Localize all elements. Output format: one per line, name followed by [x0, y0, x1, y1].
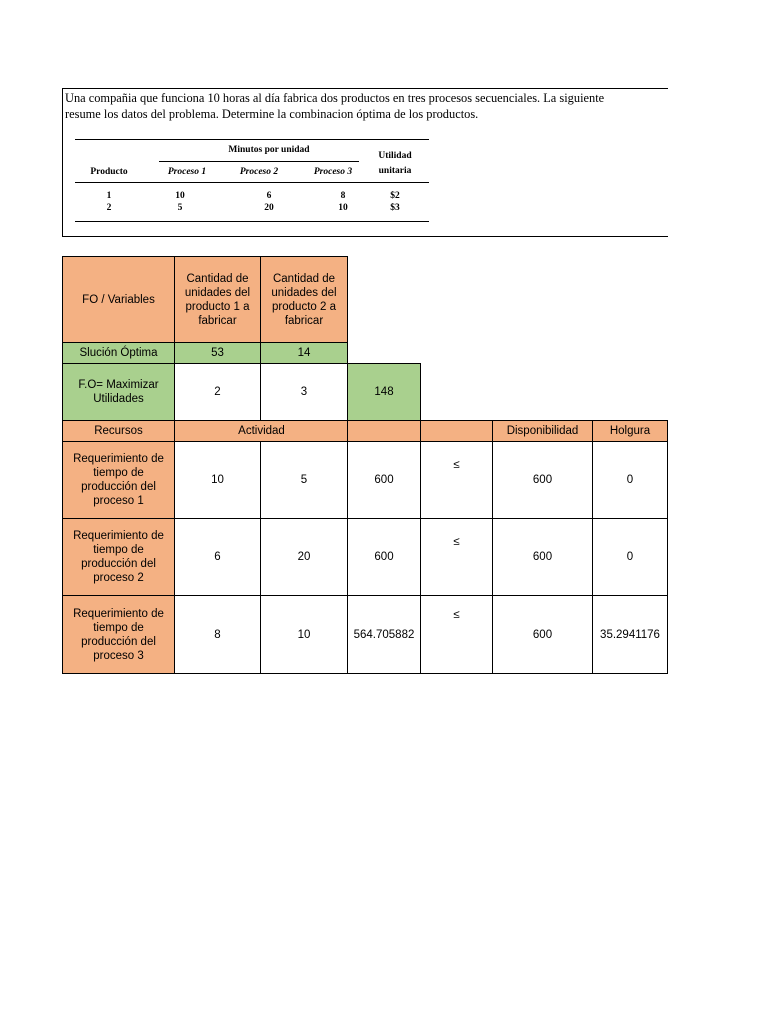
constraint-3-coef-2[interactable]: 10: [260, 595, 348, 674]
activity-header[interactable]: [174, 420, 348, 442]
col-producto: Producto: [90, 167, 128, 177]
row1-p2: 6: [266, 191, 272, 201]
constraint-3-coef-1[interactable]: 8: [174, 595, 261, 674]
solution-x1[interactable]: 53: [174, 342, 261, 364]
constraint-1-sign[interactable]: ≤: [420, 441, 493, 519]
fo-variables-header[interactable]: FO / Variables: [62, 256, 175, 343]
constraint-2-coef-1[interactable]: 6: [174, 518, 261, 596]
col-proceso-3: Proceso 3: [313, 167, 353, 177]
problem-statement-box: [62, 88, 668, 237]
constraint-1-lhs[interactable]: 600: [347, 441, 421, 519]
group-header: Minutos por unidad: [228, 145, 310, 155]
problem-line-2: resume los datos del problema. Determine la combinacion óptima de los productos.: [65, 106, 479, 121]
solution-x2[interactable]: 14: [260, 342, 348, 364]
col-proceso-1: Proceso 1: [167, 167, 207, 177]
constraint-1-coef-1[interactable]: 10: [174, 441, 261, 519]
row2-p2: 20: [264, 203, 274, 213]
col-utilidad-2: unitaria: [378, 166, 412, 176]
header-rule: [75, 182, 429, 183]
row2-util: $3: [390, 203, 400, 213]
constraint-2-coef-2[interactable]: 20: [260, 518, 348, 596]
objective-label[interactable]: F.O= Maximizar Utilidades: [62, 363, 175, 421]
objective-coef-2[interactable]: 3: [260, 363, 348, 421]
constraint-1-slack[interactable]: 0: [592, 441, 668, 519]
activity-header-label: Actividad: [238, 425, 285, 437]
constraint-3-lhs[interactable]: 564.705882: [347, 595, 421, 674]
variable-2-header[interactable]: Cantidad de unidades del producto 2 a fabricar: [260, 256, 348, 343]
table-top-rule: [75, 139, 429, 140]
constraint-2-lhs[interactable]: 600: [347, 518, 421, 596]
sign-header[interactable]: [420, 420, 493, 442]
constraint-1-rhs[interactable]: 600: [492, 441, 593, 519]
row2-p3: 10: [338, 203, 348, 213]
constraint-2-slack[interactable]: 0: [592, 518, 668, 596]
constraint-3-slack[interactable]: 35.2941176: [592, 595, 668, 674]
row1-product: 1: [106, 191, 112, 201]
row1-p1: 10: [175, 191, 185, 201]
slack-header[interactable]: Holgura: [592, 420, 668, 442]
lhs-header[interactable]: [347, 420, 421, 442]
group-underline: [159, 161, 359, 162]
resources-header[interactable]: Recursos: [62, 420, 175, 442]
constraint-2-rhs[interactable]: 600: [492, 518, 593, 596]
problem-line-1: Una compañia que funciona 10 horas al día fabrica dos productos en tres procesos secuenciales. La siguiente: [65, 91, 605, 105]
row1-p3: 8: [340, 191, 346, 201]
constraint-3-sign[interactable]: ≤: [420, 595, 493, 674]
problem-text: [65, 91, 685, 122]
objective-coef-1[interactable]: 2: [174, 363, 261, 421]
constraint-1-coef-2[interactable]: 5: [260, 441, 348, 519]
solution-label[interactable]: Slución Óptima: [62, 342, 175, 364]
objective-value[interactable]: 148: [347, 363, 421, 421]
row2-product: 2: [106, 203, 112, 213]
row1-util: $2: [390, 191, 400, 201]
col-proceso-2: Proceso 2: [239, 167, 279, 177]
table-bottom-rule: [75, 221, 429, 222]
row2-p1: 5: [177, 203, 183, 213]
constraint-1-label[interactable]: Requerimiento de tiempo de producción del proceso 1: [62, 441, 175, 519]
constraint-2-sign[interactable]: ≤: [420, 518, 493, 596]
constraint-3-label[interactable]: Requerimiento de tiempo de producción del proceso 3: [62, 595, 175, 674]
variable-1-header[interactable]: Cantidad de unidades del producto 1 a fabricar: [174, 256, 261, 343]
constraint-3-rhs[interactable]: 600: [492, 595, 593, 674]
constraint-2-label[interactable]: Requerimiento de tiempo de producción del proceso 2: [62, 518, 175, 596]
availability-header[interactable]: Disponibilidad: [492, 420, 593, 442]
col-utilidad-1: Utilidad: [378, 151, 412, 161]
